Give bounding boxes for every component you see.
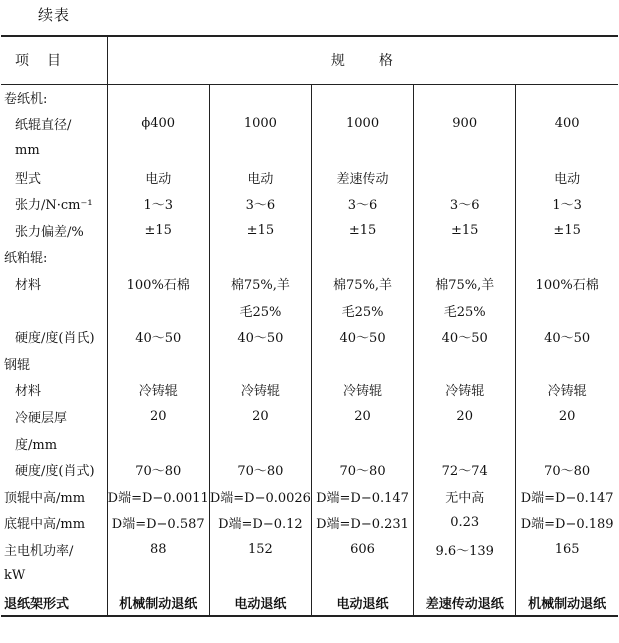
table-cell: 20: [107, 403, 209, 430]
table-row: [1, 84, 618, 111]
table-cell: [209, 563, 311, 590]
table-cell: ±15: [107, 217, 209, 244]
table-cell: 冷铸辊: [107, 377, 209, 404]
table-cell: [311, 430, 413, 457]
table-row: [1, 137, 618, 164]
table-header-row: [1, 36, 618, 84]
table-cell: [209, 137, 311, 164]
table-cell: 3～6: [414, 190, 516, 217]
table-cell: 400: [516, 111, 618, 138]
table-caption: 续表: [38, 6, 71, 24]
table-cell: 毛25%: [209, 297, 311, 324]
table-cell: 40～50: [107, 323, 209, 350]
table-cell: 毛25%: [414, 297, 516, 324]
table-cell: [414, 164, 516, 191]
row-label: 度/mm: [15, 437, 58, 453]
table-cell: D端=D−0.147: [516, 483, 618, 510]
row-label: 冷硬层厚: [15, 410, 68, 426]
row-label: 纸粕辊:: [4, 251, 48, 267]
table-cell: 40～50: [414, 323, 516, 350]
table-cell: [516, 563, 618, 590]
row-label: 顶辊中高/mm: [4, 490, 86, 506]
row-label: 底辊中高/mm: [4, 517, 86, 533]
table-cell: ±15: [414, 217, 516, 244]
table-cell: [107, 84, 209, 111]
table-cell: 40～50: [311, 323, 413, 350]
table-row: [1, 164, 618, 191]
table-cell: [414, 350, 516, 377]
table-row: [1, 190, 618, 217]
table-cell: [414, 563, 516, 590]
row-label: mm: [15, 142, 40, 158]
table-cell: 70～80: [107, 456, 209, 483]
table-cell: [516, 350, 618, 377]
table-cell: 20: [209, 403, 311, 430]
table-cell: 电动退纸: [209, 589, 311, 616]
table-cell: [311, 137, 413, 164]
table-cell: 88: [107, 536, 209, 563]
table-cell: [516, 297, 618, 324]
table-cell: 棉75%,羊: [209, 270, 311, 297]
table-cell: D端=D−0.189: [516, 510, 618, 537]
table-row: [1, 323, 618, 350]
table-row: [1, 563, 618, 590]
table-cell: 棉75%,羊: [311, 270, 413, 297]
table-cell: [516, 84, 618, 111]
table-cell: 9.6～139: [414, 536, 516, 563]
table-row: [1, 377, 618, 404]
row-label: 钢辊: [4, 357, 31, 373]
table-cell: 40～50: [209, 323, 311, 350]
table-row: [1, 244, 618, 271]
table-cell: 3～6: [311, 190, 413, 217]
row-label: 退纸架形式: [1, 589, 107, 616]
row-label: 硬度/度(肖氏): [15, 331, 95, 347]
table-cell: 1～3: [107, 190, 209, 217]
table-cell: 毛25%: [311, 297, 413, 324]
table-cell: [107, 137, 209, 164]
table-cell: 冷铸辊: [414, 377, 516, 404]
row-label: 主电机功率/: [4, 543, 74, 559]
table-cell: 机械制动退纸: [516, 589, 618, 616]
table-cell: 差速传动: [311, 164, 413, 191]
table-cell: D端=D−0.147: [311, 483, 413, 510]
table-row: [1, 297, 618, 324]
table-cell: 1000: [209, 111, 311, 138]
table-cell: 3～6: [209, 190, 311, 217]
row-label: kW: [4, 568, 26, 584]
table-cell: 70～80: [516, 456, 618, 483]
table-cell: 冷铸辊: [209, 377, 311, 404]
table-cell: 电动: [107, 164, 209, 191]
table-row: [1, 270, 618, 297]
table-row: [1, 536, 618, 563]
table-cell: 1000: [311, 111, 413, 138]
row-label: 卷纸机:: [4, 92, 48, 108]
table-cell: 100%石棉: [516, 270, 618, 297]
table-cell: [107, 430, 209, 457]
table-row: [1, 430, 618, 457]
table-row: [1, 217, 618, 244]
table-cell: [414, 244, 516, 271]
table-cell: ϕ400: [107, 111, 209, 138]
table-cell: [209, 84, 311, 111]
table-row: [1, 483, 618, 510]
row-label: [1, 297, 107, 324]
table-cell: 电动退纸: [311, 589, 413, 616]
row-label: 材料: [15, 277, 42, 293]
table-cell: 70～80: [209, 456, 311, 483]
table-cell: 20: [311, 403, 413, 430]
table-row: [1, 510, 618, 537]
table-cell: 20: [516, 403, 618, 430]
table-cell: 电动: [516, 164, 618, 191]
table-cell: 152: [209, 536, 311, 563]
table-cell: [414, 430, 516, 457]
table-cell: [311, 350, 413, 377]
table-cell: 机械制动退纸: [107, 589, 209, 616]
table-cell: 无中高: [414, 483, 516, 510]
row-label: 材料: [15, 384, 42, 400]
table-row: [1, 456, 618, 483]
table-cell: 900: [414, 111, 516, 138]
table-cell: 0.23: [414, 510, 516, 537]
table-cell: 差速传动退纸: [414, 589, 516, 616]
table-cell: D端=D−0.231: [311, 510, 413, 537]
table-cell: 100%石棉: [107, 270, 209, 297]
table-row: [1, 403, 618, 430]
table-row: [1, 111, 618, 138]
row-label: 纸辊直径/: [15, 118, 72, 134]
table-cell: [311, 244, 413, 271]
table-cell: D端=D−0.587: [107, 510, 209, 537]
table-cell: [107, 563, 209, 590]
table-cell: 20: [414, 403, 516, 430]
table-cell: ±15: [209, 217, 311, 244]
table-cell: [516, 430, 618, 457]
table-row: [1, 350, 618, 377]
table-cell: [107, 297, 209, 324]
table-cell: D端=D−0.12: [209, 510, 311, 537]
table-cell: [209, 430, 311, 457]
table-cell: [414, 84, 516, 111]
table-cell: [209, 350, 311, 377]
table-cell: D端=D−0.0026: [209, 483, 311, 510]
table-cell: D端=D−0.0011: [107, 483, 209, 510]
row-label: 型式: [15, 171, 42, 187]
table-cell: ±15: [311, 217, 413, 244]
row-label: 硬度/度(肖式): [15, 464, 95, 480]
table-cell: [209, 244, 311, 271]
table-cell: [107, 244, 209, 271]
table-cell: ±15: [516, 217, 618, 244]
table-cell: 1～3: [516, 190, 618, 217]
row-label: 张力/N·cm⁻¹: [15, 198, 93, 214]
row-label: 张力偏差/%: [15, 224, 84, 240]
table-cell: [414, 137, 516, 164]
table-cell: [516, 137, 618, 164]
table-cell: 冷铸辊: [516, 377, 618, 404]
table-cell: [311, 84, 413, 111]
table-cell: 606: [311, 536, 413, 563]
table-cell: [107, 350, 209, 377]
table-row: [1, 589, 618, 616]
table-cell: 72～74: [414, 456, 516, 483]
table-cell: [516, 244, 618, 271]
table-body: [1, 84, 618, 616]
table-cell: 40～50: [516, 323, 618, 350]
table-cell: 165: [516, 536, 618, 563]
spec-table: [1, 35, 618, 617]
table-cell: 冷铸辊: [311, 377, 413, 404]
table-cell: 70～80: [311, 456, 413, 483]
header-spec: 规 格: [107, 36, 618, 84]
table-cell: 棉75%,羊: [414, 270, 516, 297]
header-item: 项 目: [1, 36, 107, 84]
table-cell: 电动: [209, 164, 311, 191]
table-cell: [311, 563, 413, 590]
